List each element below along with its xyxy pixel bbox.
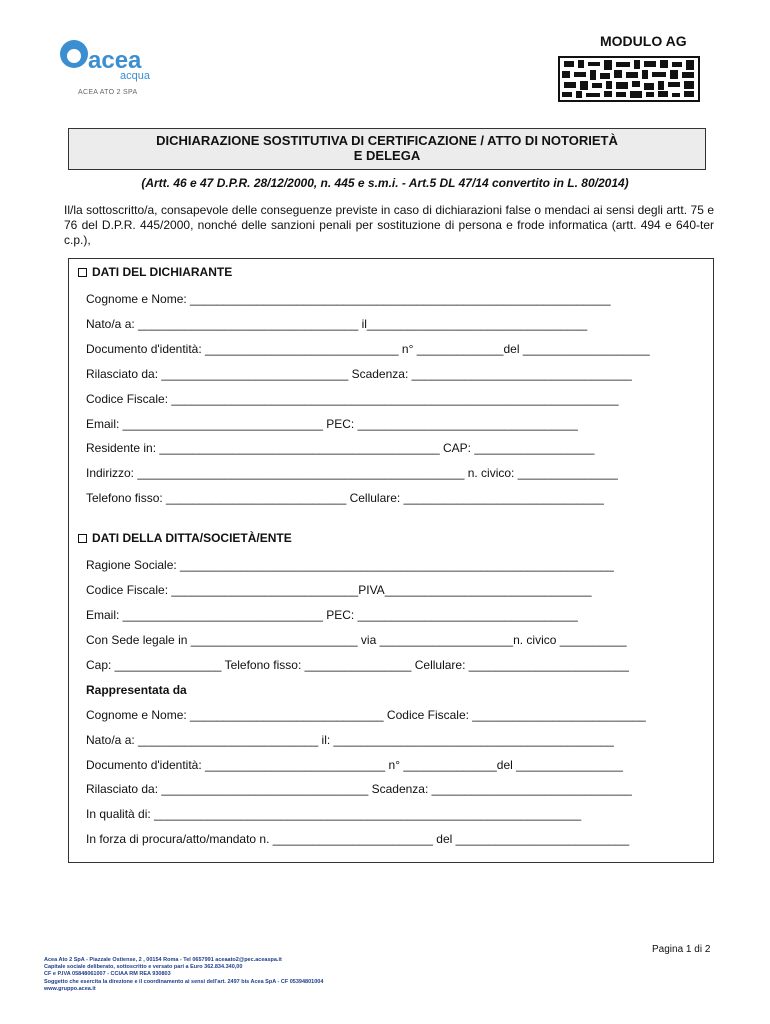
field-rapp-documento[interactable]: Documento d'identità: ___________________________ n° ______________del ________________ [86, 758, 623, 772]
section-dichiarante-heading: DATI DEL DICHIARANTE [78, 265, 232, 279]
field-ragione-sociale[interactable]: Ragione Sociale: _________________________________________________________________ [86, 558, 614, 572]
form-subtitle: (Artt. 46 e 47 D.P.R. 28/12/2000, n. 445 e s.m.i. - Art.5 DL 47/14 convertito in L. 80/2014) [141, 176, 629, 190]
section-ditta-heading: DATI DELLA DITTA/SOCIETÀ/ENTE [78, 531, 292, 545]
title-line-1: DICHIARAZIONE SOSTITUTIVA DI CERTIFICAZIONE / ATTO DI NOTORIETÀ [156, 133, 618, 148]
field-email-pec[interactable]: Email: ______________________________ PEC: _________________________________ [86, 417, 578, 431]
field-codice-fiscale[interactable]: Codice Fiscale: ___________________________________________________________________ [86, 392, 619, 406]
form-title [68, 128, 706, 170]
footer-line: CF e P.IVA 05848061007 - CCIAA RM REA 930803 [44, 971, 171, 978]
field-procura[interactable]: In forza di procura/atto/mandato n. ________________________ del __________________________ [86, 832, 630, 846]
field-rapp-cognome[interactable]: Cognome e Nome: _____________________________ Codice Fiscale: __________________________ [86, 708, 646, 722]
company-name: ACEA ATO 2 SPA [78, 89, 138, 96]
field-telefono[interactable]: Telefono fisso: ___________________________ Cellulare: ______________________________ [86, 491, 604, 505]
rappresentata-label: Rappresentata da [86, 683, 187, 697]
field-nato-a[interactable]: Nato/a a: _________________________________ il_________________________________ [86, 317, 588, 331]
intro-paragraph: Il/la sottoscritto/a, consapevole delle conseguenze previste in caso di dichiarazioni false o mendaci ai sensi degli artt. 75 e 76 del D.P.R. 445/2000, nonché delle sanzioni penali per sostituzione di persona e frode informatica (artt. 494 e 640-ter c.p.), [64, 203, 714, 247]
field-email-pec-ditta[interactable]: Email: ______________________________ PEC: _________________________________ [86, 608, 578, 622]
field-residente-in[interactable]: Residente in: __________________________________________ CAP: __________________ [86, 441, 595, 455]
field-rapp-rilasciato[interactable]: Rilasciato da: _______________________________ Scadenza: ______________________________ [86, 782, 632, 796]
checkbox-icon[interactable] [78, 268, 87, 277]
logo-text: acea [88, 47, 142, 74]
field-documento[interactable]: Documento d'identità: _____________________________ n° _____________del ___________________ [86, 342, 650, 356]
barcode-icon [558, 56, 700, 102]
modulo-label: MODULO AG [600, 33, 687, 49]
field-qualita[interactable]: In qualità di: ________________________________________________________________ [86, 807, 582, 821]
title-line-2: E DELEGA [353, 148, 421, 163]
footer-line: Capitale sociale deliberato, sottoscritto e versato pari a Euro 362.834.340,00 [44, 964, 243, 971]
logo-sub: acqua [120, 70, 150, 82]
field-cognome-nome[interactable]: Cognome e Nome: _______________________________________________________________ [86, 292, 611, 306]
field-codice-fiscale-piva[interactable]: Codice Fiscale: ____________________________PIVA_______________________________ [86, 583, 592, 597]
footer-line: Acea Ato 2 SpA - Piazzale Ostiense, 2 , 00154 Roma - Tel 0657991 aceaato2@pec.aceaspa.it [44, 957, 282, 963]
field-indirizzo[interactable]: Indirizzo: _________________________________________________ n. civico: _______________ [86, 466, 618, 480]
checkbox-icon[interactable] [78, 534, 87, 543]
field-sede-legale[interactable]: Con Sede legale in _________________________ via ____________________n. civico __________ [86, 633, 627, 647]
footer-line: Soggetto che esercita la direzione e il coordinamento ai sensi dell'art. 2497 bis Acea SpA - CF 05394801004 [44, 978, 324, 985]
footer [44, 957, 323, 993]
field-rilasciato-da[interactable]: Rilasciato da: ____________________________ Scadenza: _________________________________ [86, 367, 632, 381]
field-cap-telefono[interactable]: Cap: ________________ Telefono fisso: ________________ Cellulare: ________________________ [86, 658, 629, 672]
page-number: Pagina 1 di 2 [652, 944, 711, 955]
field-rapp-nato[interactable]: Nato/a a: ___________________________ il: __________________________________________ [86, 733, 614, 747]
footer-line: www.gruppo.acea.it [44, 985, 96, 992]
